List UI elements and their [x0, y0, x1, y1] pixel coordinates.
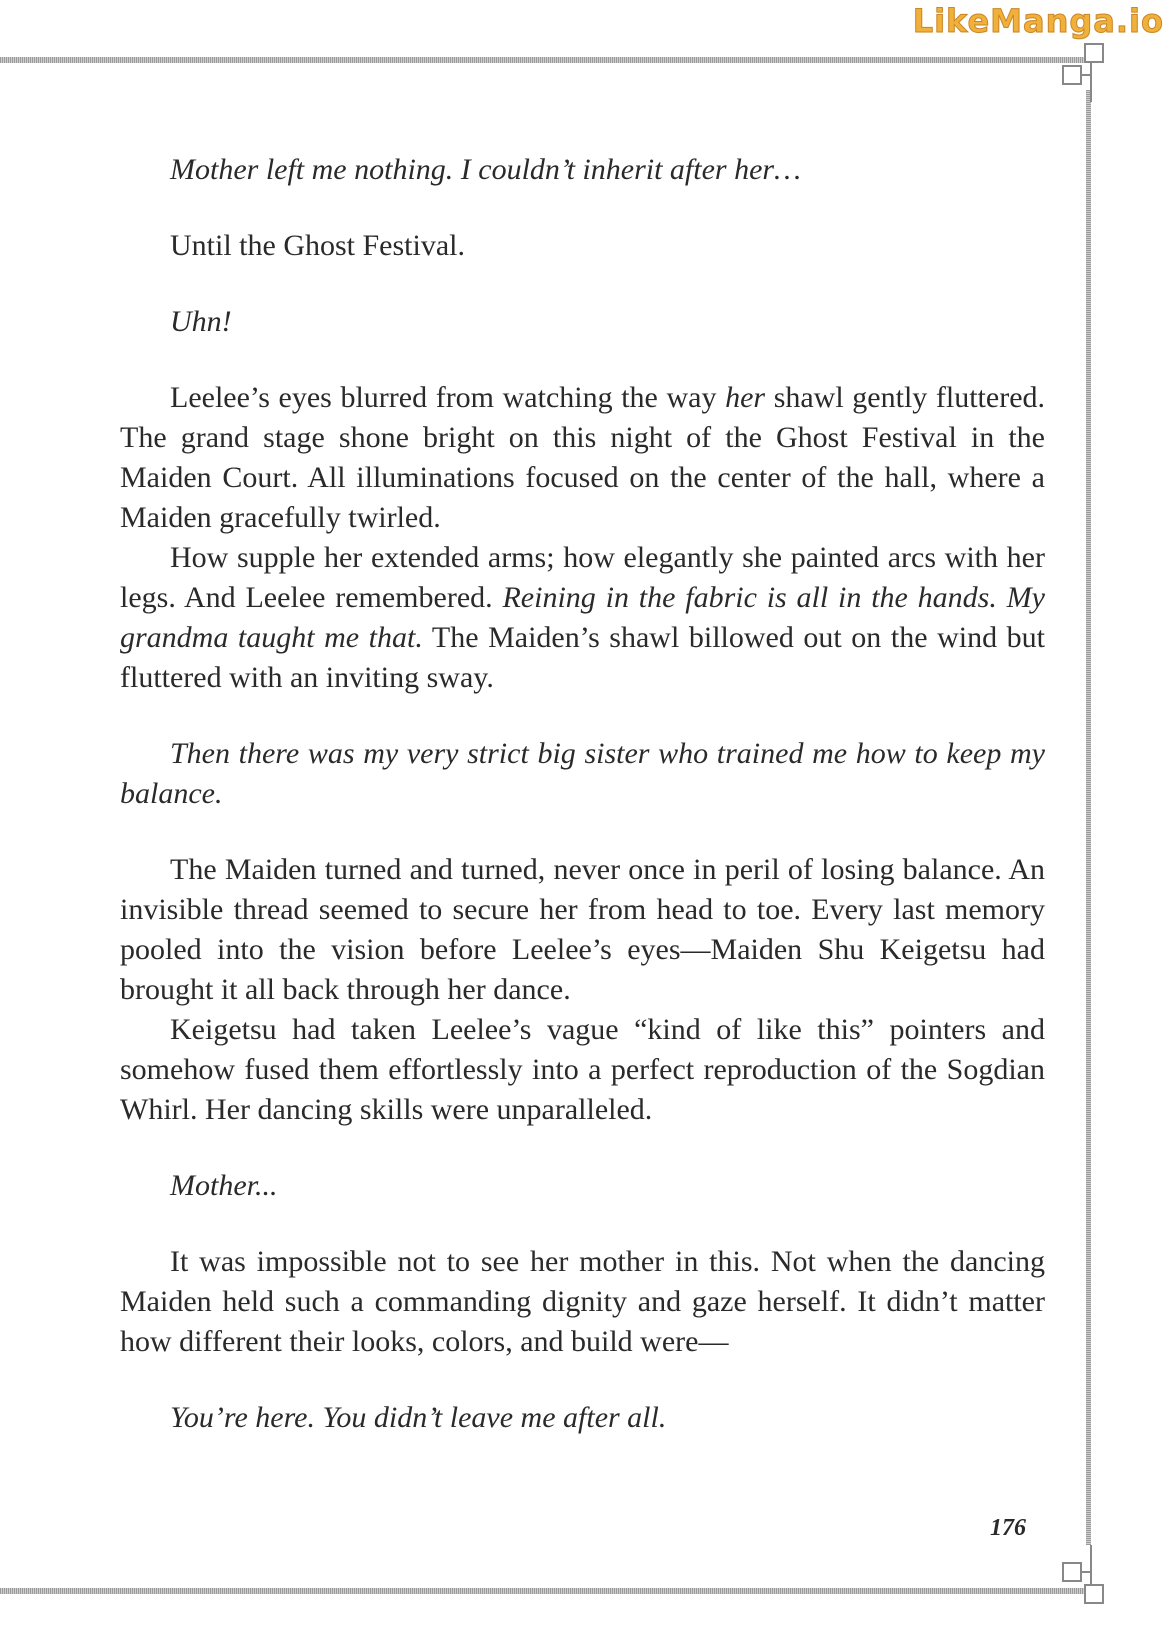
page-body: [120, 150, 1045, 1438]
frame-right-border: [1086, 90, 1091, 1545]
paragraph-11: You’re here. You didn’t leave me after all.: [170, 1401, 667, 1434]
paragraph-1: Mother left me nothing. I couldn’t inherit after her…: [170, 153, 801, 186]
paragraph-5-text-emphasis: Reining in the fabric is all in the hands. My grandma taught me that.: [120, 581, 1045, 654]
paragraph-4-text-emphasis: her: [725, 381, 766, 414]
paragraph-3: Uhn!: [170, 305, 232, 338]
paragraph-4: [120, 378, 1045, 538]
paragraph-10: It was impossible not to see her mother in this. Not when the dancing Maiden held such a commanding dignity and gaze herself. It didn’t matter how different their looks, colors, and build were—: [120, 1245, 1045, 1358]
frame-corner-ornament-bottom: [1055, 1545, 1115, 1605]
paragraph-5-text-c: The Maiden’s shawl billowed out on the wind but fluttered with an inviting sway.: [120, 621, 1045, 694]
paragraph-9: Mother...: [170, 1169, 278, 1202]
paragraph-7: The Maiden turned and turned, never once in peril of losing balance. An invisible thread seemed to secure her from head to toe. Every last memory pooled into the vision before Leelee’s eyes—Maiden Shu Keigetsu had brought it all back through her dance.: [120, 853, 1045, 1006]
paragraph-6: Then there was my very strict big sister who trained me how to keep my balance.: [120, 737, 1045, 810]
frame-corner-ornament-top: [1055, 42, 1115, 102]
paragraph-8: Keigetsu had taken Leelee’s vague “kind of like this” pointers and somehow fused them effortlessly into a perfect reproduction of the Sogdian Whirl. Her dancing skills were unparalleled.: [120, 1013, 1045, 1126]
paragraph-2: Until the Ghost Festival.: [170, 229, 465, 262]
page-number: 176: [990, 1515, 1026, 1541]
paragraph-5: [120, 538, 1045, 698]
frame-top-border: [0, 57, 1090, 63]
paragraph-4-text-a: Leelee’s eyes blurred from watching the way: [170, 381, 726, 414]
frame-bottom-border: [0, 1588, 1090, 1594]
paragraph-5-text-a: How supple her extended arms; how elegantly she painted arcs with her legs. And Leelee remembered.: [120, 541, 1045, 614]
watermark-logo: LikeManga.io: [912, 2, 1164, 40]
paragraph-4-text-c: shawl gently fluttered. The grand stage shone bright on this night of the Ghost Festival in the Maiden Court. All illuminations focused on the center of the hall, where a Maiden gracefully twirled.: [120, 381, 1046, 534]
